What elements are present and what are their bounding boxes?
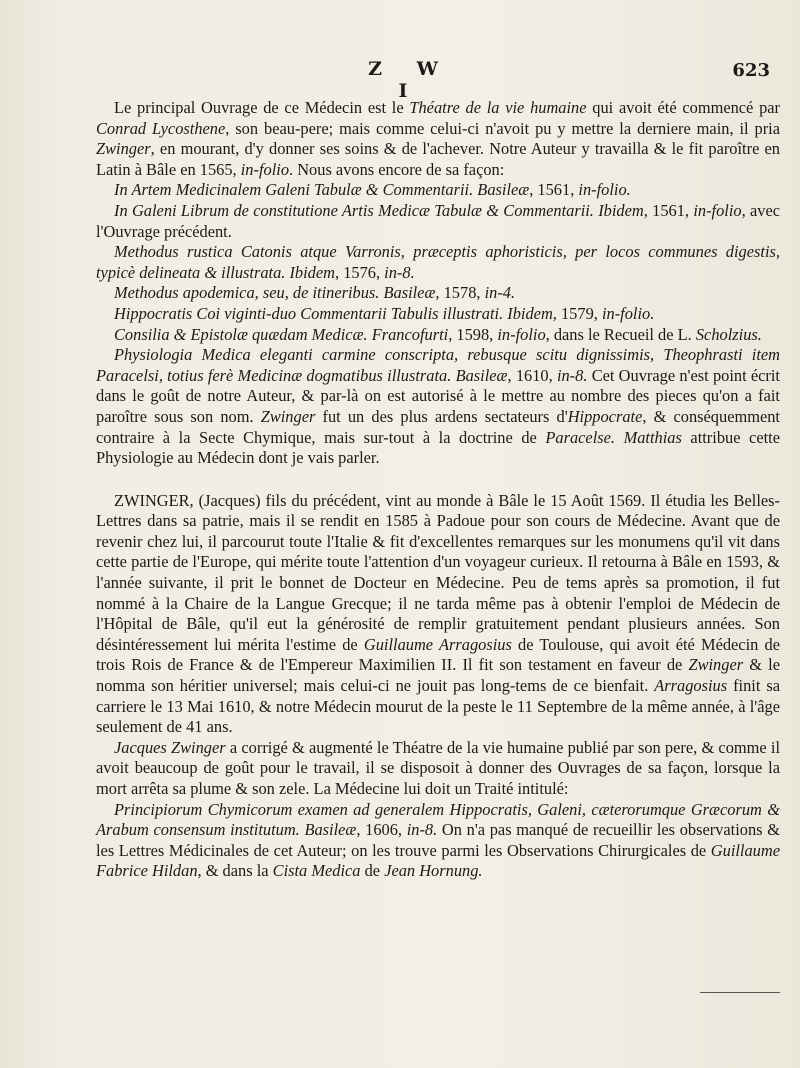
citation-entry	[96, 304, 780, 325]
text-run: , 1576,	[335, 262, 385, 282]
text-run: , 1578,	[435, 283, 485, 303]
text-run: , 1561,	[529, 180, 579, 200]
text-run: , avec l'Ouvrage précédent.	[96, 200, 781, 241]
text-run: Jacques Zwinger	[114, 737, 226, 757]
text-run: in-8.	[406, 820, 438, 840]
text-run: In Artem Medicinalem Galeni Tabulæ & Commentarii. Basileæ	[114, 180, 530, 200]
text-run: , & conséquemment contraire à la Secte Chymique, mais sur-tout à la doctrine de	[96, 406, 780, 447]
text-run: a corrigé & augmenté le Théatre de la vie humaine publié par son pere, & comme il avoit beaucoup de goût pour le travail, il se disposoit à donner des Ouvrages de sa façon, lorsque la mort arrêta sa plume & son zele. La Médecine lui doit un Traité intitulé:	[96, 737, 780, 798]
text-run: Hippocratis Coi viginti-duo Commentarii Tabulis illustrati. Ibidem	[114, 303, 553, 323]
text-run: Methodus apodemica, seu, de itineribus. Basileæ	[114, 283, 436, 303]
text-run: Physiologia Medica eleganti carmine conscripta, rebusque scitu dignissimis, Theophrasti item Paracelsi, totius ferè Medicinæ dogmatibus illustrata. Basileæ	[96, 345, 780, 385]
text-run: On n'a pas manqué de recueillir les observations & les Lettres Médicinales de cet Auteur; on les trouve parmi les Observations Chirurgicales de	[96, 820, 780, 860]
text-run: in-4.	[484, 283, 516, 303]
text-run: , en mourant, d'y donner ses soins & de l'achever. Notre Auteur y travailla & le fit paroître en Latin à Bâle en 1565,	[96, 139, 780, 179]
body-paragraph	[96, 491, 780, 738]
text-run: finit sa carriere le 13 Mai 1610, & notre Médecin mourut de la peste le 11 Septembre de la même année, à l'âge seulement de 41 ans.	[96, 676, 780, 737]
text-run: Zwinger	[688, 655, 744, 675]
citation-entry	[96, 180, 780, 201]
text-run: Guillaume Arragosius	[363, 634, 512, 654]
text-run: in-folio	[693, 200, 742, 220]
footer-rule	[700, 992, 780, 993]
text-run: Théatre de la vie humaine	[409, 98, 587, 117]
text-run: in-8.	[384, 262, 415, 282]
text-run: Zwinger	[96, 139, 151, 159]
text-run: , 1561,	[643, 200, 694, 220]
citation-entry	[96, 800, 780, 882]
text-run: Principiorum Chymicorum examen ad generalem Hippocratis, Galeni, cæterorumque Græcorum & Arabum consensum institutum. Basileæ	[96, 799, 780, 840]
text-run: , son beau-pere; mais comme celui-ci n'avoit pu y mettre la derniere main, il pria	[225, 118, 780, 138]
text-run: , 1610,	[507, 365, 557, 385]
text-run: Zwinger	[260, 406, 316, 426]
text-run: fut un des plus ardens sectateurs d'	[315, 406, 568, 426]
citation-entry	[96, 345, 780, 469]
text-run: in-folio	[497, 324, 546, 344]
text-run: Le principal Ouvrage de ce Médecin est le	[114, 98, 410, 117]
citation-entry	[96, 201, 780, 242]
paragraph-gap	[96, 469, 780, 491]
text-run: Consilia & Epistolæ quædam Medicæ. Francofurti	[114, 324, 449, 344]
text-run: in-8.	[556, 365, 588, 385]
citation-entry	[96, 325, 780, 346]
text-run: , 1579,	[552, 303, 602, 323]
text-run: Paracelse. Matthias	[545, 427, 682, 447]
text-run: , 1598,	[448, 324, 498, 344]
running-head: Z W I	[368, 58, 452, 102]
text-run: in-folio	[240, 159, 290, 179]
page-number: 623	[732, 60, 770, 81]
text-run: Jean Hornung.	[384, 861, 483, 881]
text-run: in-folio.	[601, 303, 655, 323]
text-run: attribue cette Physiologie au Médecin dont je vais parler.	[96, 427, 780, 468]
text-run: , 1606,	[356, 820, 407, 840]
page-body	[96, 98, 780, 882]
citation-entry	[96, 242, 780, 283]
text-run: Cet Ouvrage n'est point écrit dans le goût de notre Auteur, & par-là on est autorisé à le mettre au nombre des pieces qu'on a fait paroître sous son nom.	[96, 365, 780, 426]
page-header	[0, 58, 800, 102]
text-run: In Galeni Librum de constitutione Artis Medicæ Tabulæ & Commentarii. Ibidem	[114, 200, 644, 220]
text-run: . Nous avons encore de sa façon:	[289, 159, 505, 179]
text-run: Arragosius	[654, 676, 728, 696]
text-run: Guillaume Fabrice Hildan	[96, 840, 780, 881]
body-paragraph	[96, 98, 780, 180]
text-run: Scholzius.	[695, 324, 762, 344]
text-run: Methodus rustica Catonis atque Varronis, præceptis aphoristicis, per locos communes digestis, typicè delineata & illustrata. Ibidem	[96, 242, 780, 282]
text-run: Cista Medica	[272, 861, 361, 881]
text-run: qui avoit été commencé par	[586, 98, 781, 117]
text-run: , & dans la	[197, 861, 273, 881]
text-run: Conrad Lycosthene	[96, 118, 226, 138]
text-run: ZWINGER, (Jacques) fils du précédent, vint au monde à Bâle le 15 Août 1569. Il étudia les Belles-Lettres dans sa patrie, mais il se rendit en 1585 à Padoue pour son cours de Médecine. Avant que de revenir chez lui, il parcourut toute l'Italie & fit d'excellentes remarques sur les monumens qu'il vit dans cette partie de l'Europe, qui mérite toute l'attention d'un voyageur curieux. Il retourna à Bâle en 1593, & l'année suivante, il prit le bonnet de Docteur en Médecine. Peu de tems après sa promotion, il fut nommé à la Chaire de la Langue Grecque; il ne tarda même pas à obtenir l'emploi de Médecin de l'Hôpital de Bâle, qu'il eut la générosité de remplir gratuitement pendant plusieurs années. Son désintéressement lui mérita l'estime de	[96, 490, 780, 654]
text-run: , dans le Recueil de L.	[545, 324, 696, 344]
text-run: de Toulouse, qui avoit été Médecin de trois Rois de France & de l'Empereur Maximilien II. Il fit son testament en faveur de	[96, 634, 781, 675]
citation-entry	[96, 283, 780, 304]
text-run: in-folio.	[578, 180, 631, 200]
text-run: & le nomma son héritier universel; mais celui-ci ne jouit pas long-tems de ce bienfait.	[96, 655, 780, 696]
body-paragraph	[96, 738, 780, 800]
text-run: de	[360, 861, 385, 881]
text-run: Hippocrate	[567, 406, 643, 426]
